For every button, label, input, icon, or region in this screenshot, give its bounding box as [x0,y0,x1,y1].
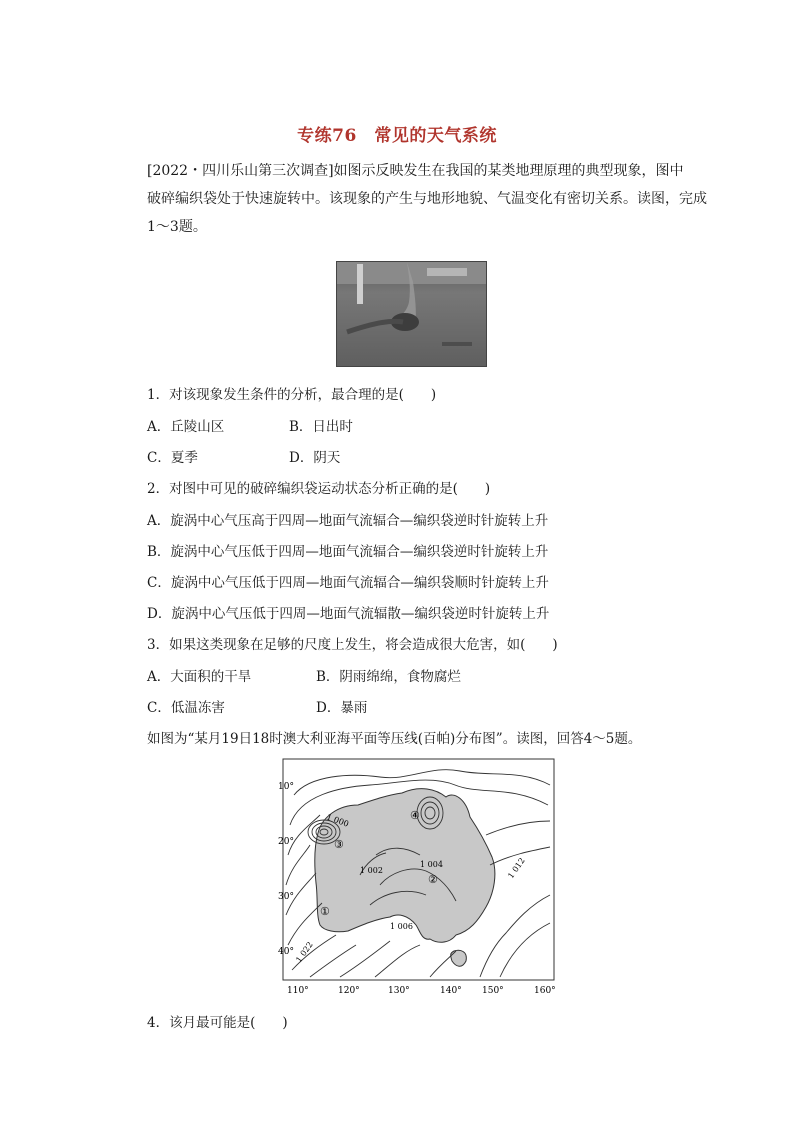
lon-label-130: 130° [388,986,410,996]
point-4: ④ [410,809,420,822]
lon-label-140: 140° [440,986,462,996]
lon-label-150: 150° [482,986,504,996]
q2-option-d[interactable]: D．旋涡中心气压低于四周—地面气流辐散—编织袋逆时针旋转上升 [147,606,550,622]
lat-label-40: 40° [278,947,294,957]
point-2: ② [428,873,438,886]
page-title: 专练76 常见的天气系统 [297,126,497,146]
q2-option-b[interactable]: B．旋涡中心气压低于四周—地面气流辐合—编织袋逆时针旋转上升 [147,544,549,560]
question-4: 4．该月最可能是( ) [147,1015,288,1031]
question-2: 2．对图中可见的破碎编织袋运动状态分析正确的是( ) [147,481,491,497]
lat-label-30: 30° [278,892,294,902]
isobar-1004: 1 004 [420,860,443,869]
q2-option-c[interactable]: C．旋涡中心气压低于四周—地面气流辐合—编织袋顺时针旋转上升 [147,575,549,591]
question-3: 3．如果这类现象在足够的尺度上发生，将会造成很大危害，如( ) [147,637,558,653]
lon-label-110: 110° [287,986,309,996]
q3-option-d[interactable]: D．暴雨 [316,700,368,716]
isobar-1012: 1 012 [506,856,527,881]
photo-illustration [337,262,486,366]
q1-option-c[interactable]: C．夏季 [147,450,198,466]
point-1: ① [320,905,330,918]
q1-option-a[interactable]: A．丘陵山区 [147,419,225,435]
question-1: 1．对该现象发生条件的分析，最合理的是( ) [147,387,437,403]
map-intro: 如图为“某月19日18时澳大利亚海平面等压线(百帕)分布图”。读图，回答4～5题。 [147,731,642,747]
intro-line-1: [2022・四川乐山第三次调查]如图示反映发生在我国的某类地理原理的典型现象，图中 [147,163,684,179]
lat-label-20: 20° [278,837,294,847]
lat-label-10: 10° [278,782,294,792]
isobar-1002: 1 002 [360,866,383,875]
q3-option-a[interactable]: A．大面积的干旱 [147,669,252,685]
intro-paragraph [147,157,707,241]
whirlwind-photo [336,261,487,367]
intro-line-2: 破碎编织袋处于快速旋转中。该现象的产生与地形地貌、气温变化有密切关系。读图，完成 [147,191,707,207]
q2-option-a[interactable]: A．旋涡中心气压高于四周—地面气流辐合—编织袋逆时针旋转上升 [147,513,549,529]
q1-option-b[interactable]: B．日出时 [289,419,353,435]
lon-label-160: 160° [534,986,556,996]
intro-line-3: 1～3题。 [147,219,207,235]
q1-option-d[interactable]: D．阴天 [289,450,341,466]
lon-label-120: 120° [338,986,360,996]
q3-option-b[interactable]: B．阴雨绵绵，食物腐烂 [316,669,461,685]
isobar-1022: 1 022 [294,940,315,965]
isobar-1006: 1 006 [390,922,413,931]
isobar-map [280,755,570,1000]
point-3: ③ [334,838,344,851]
isobar-map-svg [280,755,570,1000]
q3-option-c[interactable]: C．低温冻害 [147,700,225,716]
isobar-1000: 1 000 [325,812,350,829]
